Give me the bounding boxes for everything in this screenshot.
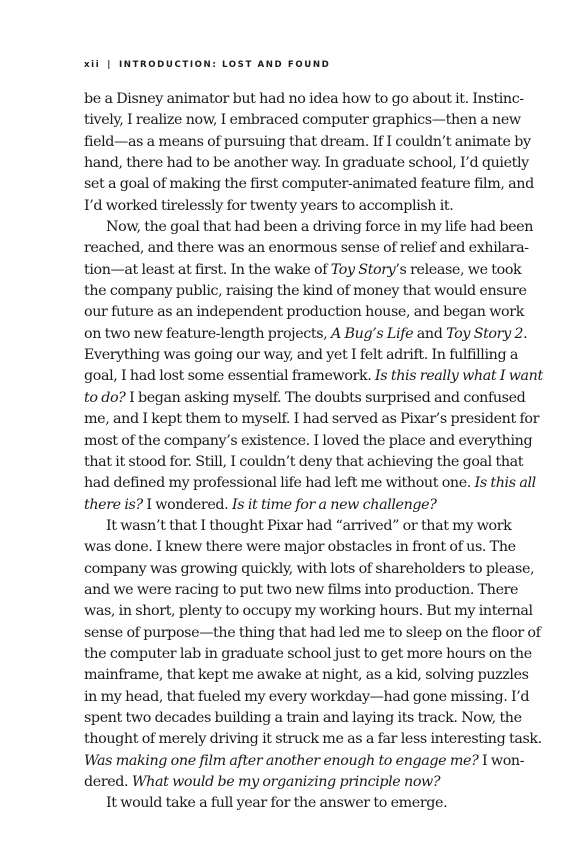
text-segment: the company public, raising the kind of money that would ensure [84,283,527,300]
text-segment: . [523,325,528,342]
chapter-title: INTRODUCTION: LOST AND FOUND [119,60,331,70]
running-head [84,60,330,70]
text-line [84,665,529,686]
italic-text: Is this all [474,475,536,492]
text-segment: dered. [84,774,132,790]
text-line [84,281,527,302]
text-segment: ’s release, we took [395,261,522,278]
text-line [84,516,512,537]
text-segment: sense of purpose—the thing that had led me to sleep on the floor of [84,624,541,641]
italic-text: Is this really what I want [375,368,543,385]
text-segment: Now, the goal that had been a driving force in my life had been [106,219,534,236]
text-line [84,495,484,516]
text-line [84,751,525,772]
text-line [84,345,518,366]
italic-text: A Bug’s Life [330,325,414,342]
running-head-separator: | [107,60,112,70]
text-line [84,217,534,238]
text-line [84,431,533,452]
text-segment: spent two decades building a train and laying its track. Now, the [84,709,522,726]
italic-text: there is? [84,496,143,513]
text-segment: reached, and there was an enormous sense of relief and exhilara- [84,240,529,257]
text-line [84,559,535,580]
text-segment: be a Disney animator but had no idea how to go about it. Instinc- [84,91,524,107]
text-segment: the computer lab in graduate school just to get more hours on the [84,645,532,662]
text-line [84,132,531,153]
text-line [84,302,524,323]
text-line [84,110,521,131]
text-line [84,772,484,793]
text-segment: hand, there had to be another way. In graduate school, I’d quietly [84,155,529,172]
text-line [84,473,536,494]
text-line [84,153,529,174]
text-line [84,793,484,814]
text-line [84,687,530,708]
text-line [84,452,524,473]
text-segment: and [413,325,447,342]
italic-text: Toy Story [330,261,396,278]
italic-text: Was making one film after another enough to engage me? [84,752,479,769]
text-segment: thought of merely driving it struck me as a far less interesting task. [84,731,542,748]
text-line [84,729,542,750]
text-segment: that it stood for. Still, I couldn’t deny that achieving the goal that [84,453,524,470]
text-line [84,537,516,558]
text-segment: It would take a full year for the answer to emerge. [106,795,448,812]
text-segment: was done. I knew there were major obstacles in front of us. The [84,539,516,556]
text-segment: had defined my professional life had left me without one. [84,475,475,492]
italic-text: to do? [84,389,126,406]
text-segment: mainframe, that kept me awake at night, as a kid, solving puzzles [84,667,529,684]
italic-text: Toy Story 2 [446,325,524,342]
text-line [84,238,529,259]
text-segment: was, in short, plenty to occupy my working hours. But my internal [84,603,533,620]
text-line [84,324,528,345]
text-line [84,89,524,110]
text-line [84,644,532,665]
text-segment: I began asking myself. The doubts surprised and confused [125,389,526,406]
text-segment: me, and I kept them to myself. I had served as Pixar’s president for [84,411,540,428]
text-segment: most of the company’s existence. I loved the place and everything [84,432,533,449]
text-segment: tively, I realize now, I embraced computer graphics—then a new [84,112,521,129]
text-segment: Everything was going our way, and yet I felt adrift. In fulfilling a [84,347,518,364]
text-line [84,601,533,622]
text-segment: and we were racing to put two new films into production. There [84,581,519,598]
text-line [84,409,540,430]
text-segment: tion—at least at first. In the wake of [84,261,331,278]
text-segment: in my head, that fueled my every workday—had gone missing. I’d [84,688,530,705]
text-line [84,388,526,409]
text-line [84,174,534,195]
text-segment: I wondered. [142,496,232,513]
text-line [84,623,541,644]
text-segment: set a goal of making the first computer-animated feature film, and [84,176,534,193]
text-segment: our future as an independent production house, and began work [84,304,524,321]
text-line [84,260,522,281]
text-line [84,580,519,601]
text-line [84,708,522,729]
body-text [84,89,543,815]
text-segment: field—as a means of pursuing that dream. If I couldn’t animate by [84,133,531,150]
page-number: xii [84,60,101,70]
text-line [84,196,484,217]
text-segment: on two new feature-length projects, [84,325,331,342]
text-segment: goal, I had lost some essential framework. [84,368,376,385]
text-line [84,366,543,387]
text-segment: I won- [478,752,525,769]
text-segment: I’d worked tirelessly for twenty years to accomplish it. [84,197,454,214]
italic-text: What would be my organizing principle now? [131,774,441,790]
text-segment: It wasn’t that I thought Pixar had “arrived” or that my work [106,517,512,534]
italic-text: Is it time for a new challenge? [231,496,437,513]
text-segment: company was growing quickly, with lots of shareholders to please, [84,560,535,577]
